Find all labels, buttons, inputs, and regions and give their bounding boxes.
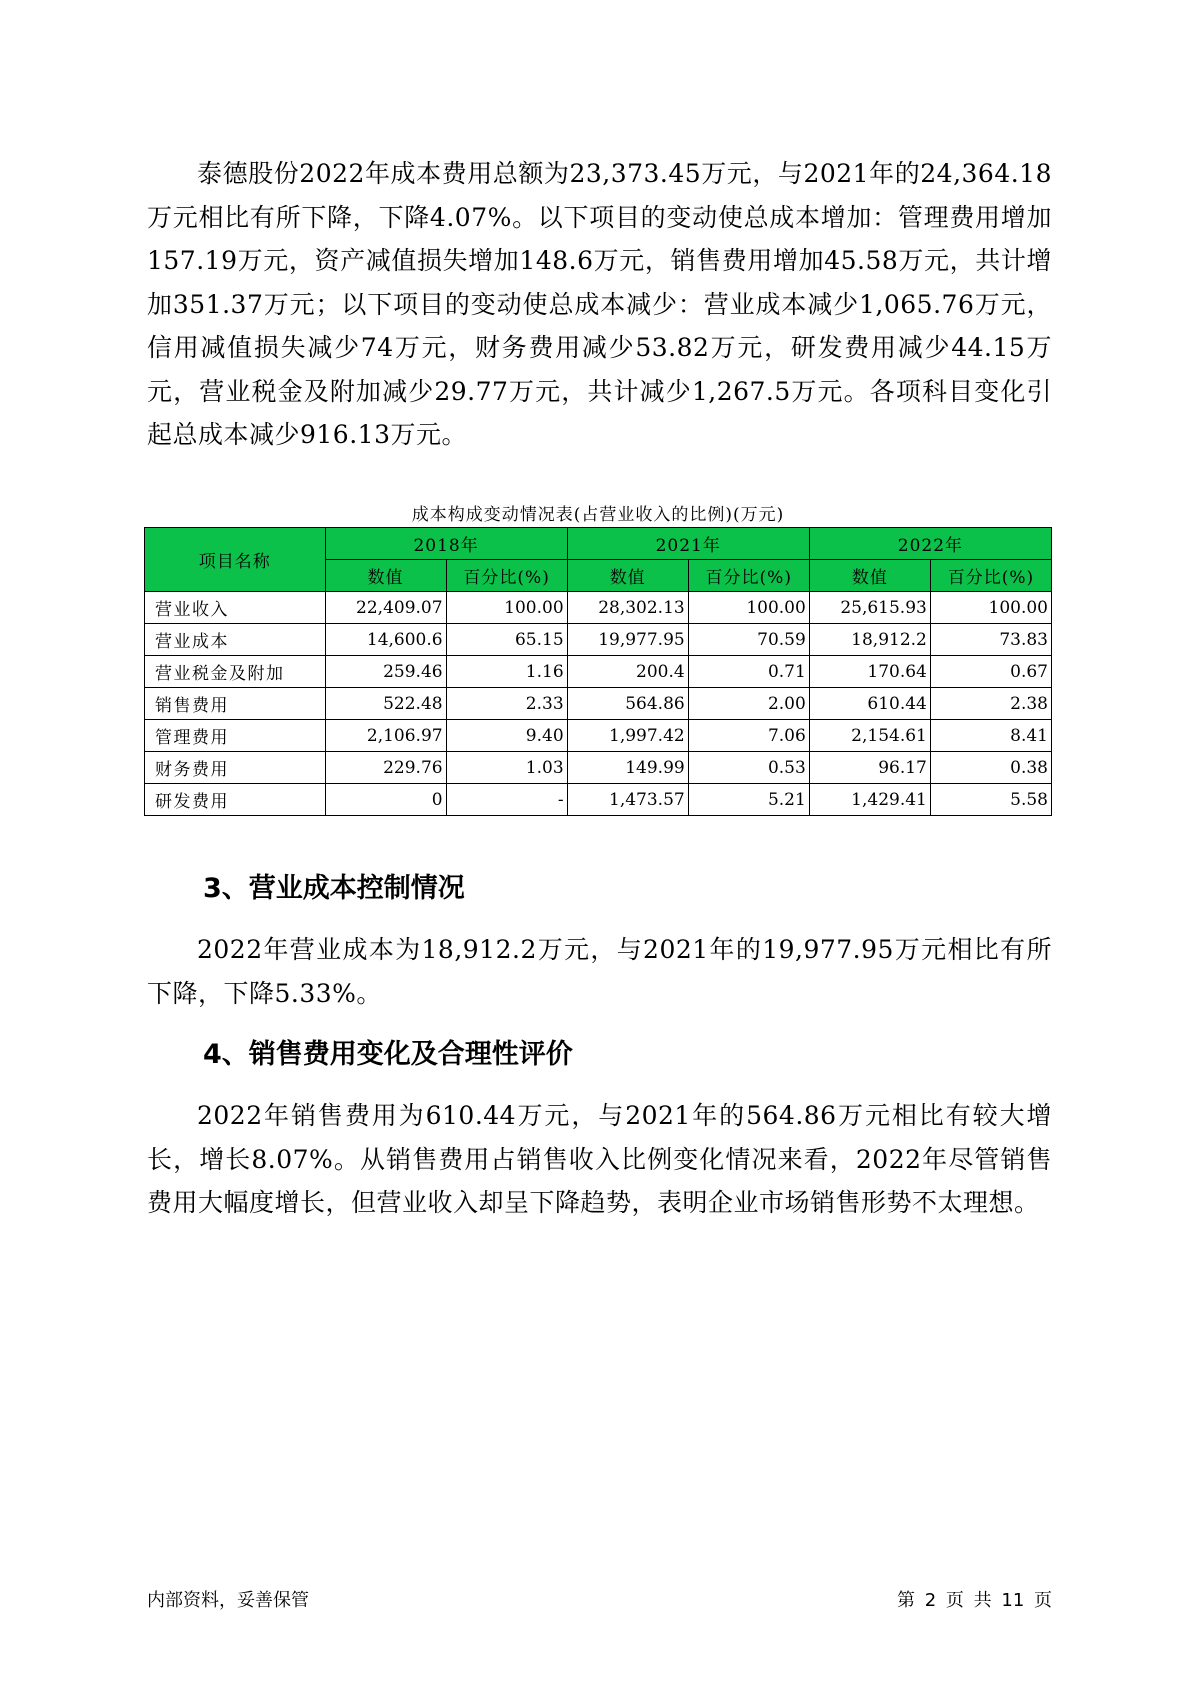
header-percent: 百分比(%)	[446, 560, 567, 592]
table-row	[145, 624, 1052, 656]
cell-percent: 0.38	[930, 752, 1051, 784]
cell-value: 2,106.97	[325, 720, 446, 752]
table-row	[145, 592, 1052, 624]
paragraph-sales-expense	[147, 1094, 1052, 1225]
row-name: 管理费用	[145, 720, 326, 752]
cell-percent: 2.38	[930, 688, 1051, 720]
paragraph-operating-cost-text: 2022年营业成本为18,912.2万元，与2021年的19,977.95万元相比有所下降，下降5.33%。	[147, 935, 1052, 1008]
header-year-2022: 2022年	[809, 528, 1051, 560]
cell-value: 18,912.2	[809, 624, 930, 656]
cell-value: 564.86	[567, 688, 688, 720]
cell-value: 170.64	[809, 656, 930, 688]
header-value: 数值	[809, 560, 930, 592]
cell-value: 1,429.41	[809, 784, 930, 816]
cell-percent: 70.59	[688, 624, 809, 656]
section-heading-sales-expense: 4、销售费用变化及合理性评价	[203, 1039, 573, 1070]
cell-percent: 8.41	[930, 720, 1051, 752]
cell-value: 14,600.6	[325, 624, 446, 656]
table-row	[145, 720, 1052, 752]
row-name: 销售费用	[145, 688, 326, 720]
cell-value: 1,997.42	[567, 720, 688, 752]
header-value: 数值	[325, 560, 446, 592]
header-year-2018: 2018年	[325, 528, 567, 560]
paragraph-cost-summary-text: 泰德股份2022年成本费用总额为23,373.45万元，与2021年的24,364.18万元相比有所下降，下降4.07%。以下项目的变动使总成本增加：管理费用增加157.19万元，资产减值损失增加148.6万元，销售费用增加45.58万元，共计增加351.37万元；以下项目的变动使总成本减少：营业成本减少1,065.76万元，信用减值损失减少74万元，财务费用减少53.82万元，研发费用减少44.15万元，营业税金及附加减少29.77万元，共计减少1,267.5万元。各项科目变化引起总成本减少916.13万元。	[147, 159, 1052, 449]
row-name: 研发费用	[145, 784, 326, 816]
row-name: 营业税金及附加	[145, 656, 326, 688]
cell-percent: 65.15	[446, 624, 567, 656]
header-percent: 百分比(%)	[688, 560, 809, 592]
table-row	[145, 656, 1052, 688]
cell-percent: 2.33	[446, 688, 567, 720]
cell-value: 229.76	[325, 752, 446, 784]
cell-value: 522.48	[325, 688, 446, 720]
cell-value: 25,615.93	[809, 592, 930, 624]
header-value: 数值	[567, 560, 688, 592]
footer-page-number: 第 2 页 共 11 页	[897, 1590, 1052, 1611]
cell-value: 1,473.57	[567, 784, 688, 816]
table-row	[145, 752, 1052, 784]
cell-value: 28,302.13	[567, 592, 688, 624]
cost-structure-table	[144, 527, 1052, 816]
cell-value: 2,154.61	[809, 720, 930, 752]
cell-percent: 0.71	[688, 656, 809, 688]
cell-value: 200.4	[567, 656, 688, 688]
table-caption: 成本构成变动情况表(占营业收入的比例)(万元)	[411, 505, 785, 525]
cell-value: 96.17	[809, 752, 930, 784]
header-percent: 百分比(%)	[930, 560, 1051, 592]
table-row	[145, 784, 1052, 816]
paragraph-sales-expense-text: 2022年销售费用为610.44万元，与2021年的564.86万元相比有较大增长，增长8.07%。从销售费用占销售收入比例变化情况来看，2022年尽管销售费用大幅度增长，但营业收入却呈下降趋势，表明企业市场销售形势不太理想。	[147, 1101, 1052, 1217]
cell-value: 149.99	[567, 752, 688, 784]
cell-percent: 9.40	[446, 720, 567, 752]
cell-percent: 100.00	[930, 592, 1051, 624]
cell-percent: -	[446, 784, 567, 816]
cell-value: 0	[325, 784, 446, 816]
cell-percent: 1.03	[446, 752, 567, 784]
cell-percent: 0.53	[688, 752, 809, 784]
cell-percent: 100.00	[446, 592, 567, 624]
cell-percent: 5.21	[688, 784, 809, 816]
row-name: 营业收入	[145, 592, 326, 624]
row-name: 营业成本	[145, 624, 326, 656]
header-year-2021: 2021年	[567, 528, 809, 560]
section-heading-operating-cost: 3、营业成本控制情况	[203, 873, 465, 904]
cell-percent: 0.67	[930, 656, 1051, 688]
table-row	[145, 688, 1052, 720]
row-name: 财务费用	[145, 752, 326, 784]
paragraph-cost-summary	[147, 152, 1052, 457]
cell-percent: 100.00	[688, 592, 809, 624]
footer-confidential-note: 内部资料，妥善保管	[147, 1590, 309, 1611]
cell-percent: 5.58	[930, 784, 1051, 816]
header-item-name: 项目名称	[145, 528, 326, 592]
cell-value: 22,409.07	[325, 592, 446, 624]
cell-percent: 2.00	[688, 688, 809, 720]
cell-percent: 7.06	[688, 720, 809, 752]
cell-value: 610.44	[809, 688, 930, 720]
cell-value: 19,977.95	[567, 624, 688, 656]
paragraph-operating-cost	[147, 928, 1052, 1015]
cell-value: 259.46	[325, 656, 446, 688]
cell-percent: 73.83	[930, 624, 1051, 656]
cell-percent: 1.16	[446, 656, 567, 688]
